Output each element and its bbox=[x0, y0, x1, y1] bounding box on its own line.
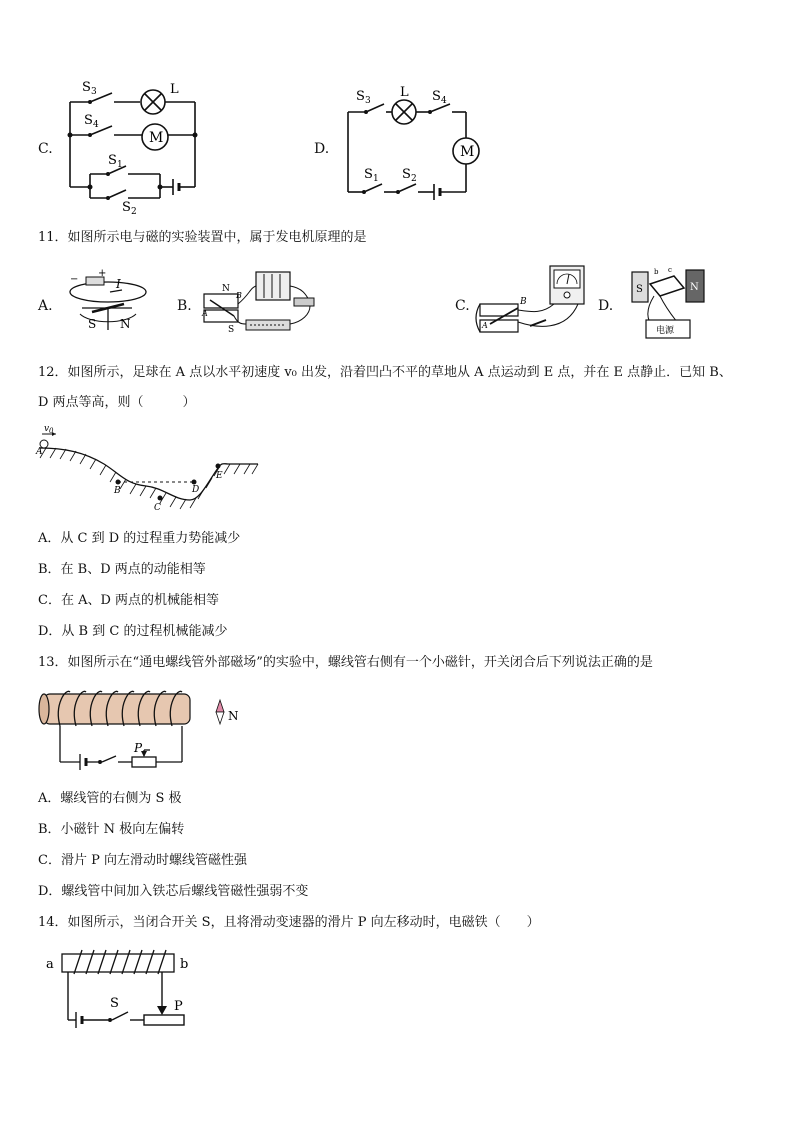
slider-p-label: P bbox=[134, 741, 143, 755]
point-b-label: B bbox=[114, 486, 121, 496]
switch-s1-label: S bbox=[108, 153, 117, 168]
switch-s1-subscript: 1 bbox=[117, 160, 123, 170]
question-14-stem: 14．如图所示，当闭合开关 S，且将滑动变速器的滑片 P 向左移动时，电磁铁（ ） bbox=[38, 915, 540, 930]
magnet-n-label: N bbox=[690, 282, 699, 293]
q11-option-c-label: C. bbox=[455, 298, 470, 314]
lamp-label: L bbox=[400, 85, 409, 100]
point-c-label: C bbox=[154, 503, 161, 513]
battery-plus-label: + bbox=[98, 268, 107, 279]
q11-figure-a-oersted bbox=[62, 268, 157, 336]
switch-s1-subscript: 1 bbox=[373, 174, 379, 184]
motor-label: M bbox=[149, 130, 164, 146]
q10-option-d-label: D. bbox=[314, 141, 330, 157]
q10-circuit-c bbox=[60, 80, 210, 215]
point-e-label: E bbox=[216, 471, 223, 481]
switch-s4-subscript: 4 bbox=[441, 96, 447, 106]
q12-terrain-figure bbox=[34, 422, 264, 514]
power-supply-label: 电源 bbox=[656, 326, 675, 336]
switch-s2-subscript: 2 bbox=[411, 174, 417, 184]
question-12-stem-line-2: D 两点等高，则（ ） bbox=[38, 395, 196, 410]
point-b-label: B bbox=[236, 291, 242, 300]
q13-option-b: B．小磁针 N 极向左偏转 bbox=[38, 822, 185, 837]
question-12-stem-line-1: 12．如图所示，足球在 A 点以水平初速度 v₀ 出发，沿着凹凸不平的草地从 A 点运动到 E 点，并在 E 点静止．已知 B、 bbox=[38, 365, 732, 380]
question-11-stem: 11．如图所示电与磁的实验装置中，属于发电机原理的是 bbox=[38, 230, 367, 245]
switch-s3-label: S bbox=[356, 89, 365, 104]
magnet-s-label: S bbox=[228, 325, 235, 335]
q11-figure-c-galvanometer bbox=[474, 262, 589, 340]
switch-s3-subscript: 3 bbox=[91, 87, 97, 97]
q11-option-a-label: A. bbox=[38, 298, 53, 314]
question-13-stem: 13．如图所示在“通电螺线管外部磁场”的实验中，螺线管右侧有一个小磁针，开关闭合后下列说法正确的是 bbox=[38, 655, 653, 670]
q14-electromagnet-figure bbox=[40, 944, 200, 1032]
point-a-label: A bbox=[482, 321, 488, 330]
motor-label: M bbox=[460, 144, 475, 160]
battery-minus-label: − bbox=[70, 274, 79, 285]
q13-option-c: C．滑片 P 向左滑动时螺线管磁性强 bbox=[38, 853, 247, 868]
switch-s2-label: S bbox=[402, 167, 411, 182]
end-b-label: b bbox=[180, 957, 189, 972]
q12-option-d: D．从 B 到 C 的过程机械能减少 bbox=[38, 624, 228, 639]
q11-option-d-label: D. bbox=[598, 298, 614, 314]
switch-s3-subscript: 3 bbox=[365, 96, 371, 106]
switch-s4-label: S bbox=[84, 113, 93, 128]
point-b-label: b bbox=[654, 268, 659, 276]
switch-s4-label: S bbox=[432, 89, 441, 104]
q12-option-b: B．在 B、D 两点的动能相等 bbox=[38, 562, 206, 577]
q11-option-b-label: B. bbox=[177, 298, 192, 314]
switch-s2-label: S bbox=[122, 200, 131, 215]
needle-n-label: N bbox=[120, 317, 131, 331]
magnet-s-label: S bbox=[636, 284, 643, 295]
lamp-label: L bbox=[170, 82, 179, 97]
q11-figure-b-magnet-force bbox=[198, 264, 323, 336]
q13-solenoid-figure bbox=[36, 684, 256, 776]
switch-s1-label: S bbox=[364, 167, 373, 182]
point-c-label: c bbox=[668, 266, 672, 274]
magnet-n-label: N bbox=[222, 284, 230, 294]
needle-s-label: S bbox=[88, 317, 97, 331]
q10-circuit-d bbox=[338, 84, 488, 204]
q12-option-a: A．从 C 到 D 的过程重力势能减少 bbox=[38, 531, 241, 546]
point-a-label: A bbox=[202, 309, 208, 318]
q10-option-c-label: C. bbox=[38, 141, 53, 157]
switch-s4-subscript: 4 bbox=[93, 120, 99, 130]
end-a-label: a bbox=[46, 957, 54, 972]
switch-s2-subscript: 2 bbox=[131, 207, 137, 215]
q13-option-d: D．螺线管中间加入铁芯后螺线管磁性强弱不变 bbox=[38, 884, 309, 899]
switch-s3-label: S bbox=[82, 80, 91, 95]
slider-p-label: P bbox=[174, 999, 183, 1014]
point-b-label: B bbox=[520, 297, 527, 307]
q11-figure-d-motor bbox=[624, 262, 714, 344]
velocity-v0-label: v bbox=[44, 424, 50, 434]
switch-s-label: S bbox=[110, 996, 119, 1011]
q13-option-a: A．螺线管的右侧为 S 极 bbox=[38, 791, 182, 806]
current-label: I bbox=[116, 277, 121, 291]
q12-option-c: C．在 A、D 两点的机械能相等 bbox=[38, 593, 220, 608]
point-a-label: A bbox=[36, 447, 43, 457]
point-d-label: D bbox=[192, 485, 200, 495]
compass-n-label: N bbox=[228, 709, 239, 723]
velocity-v0-subscript: 0 bbox=[49, 427, 54, 435]
